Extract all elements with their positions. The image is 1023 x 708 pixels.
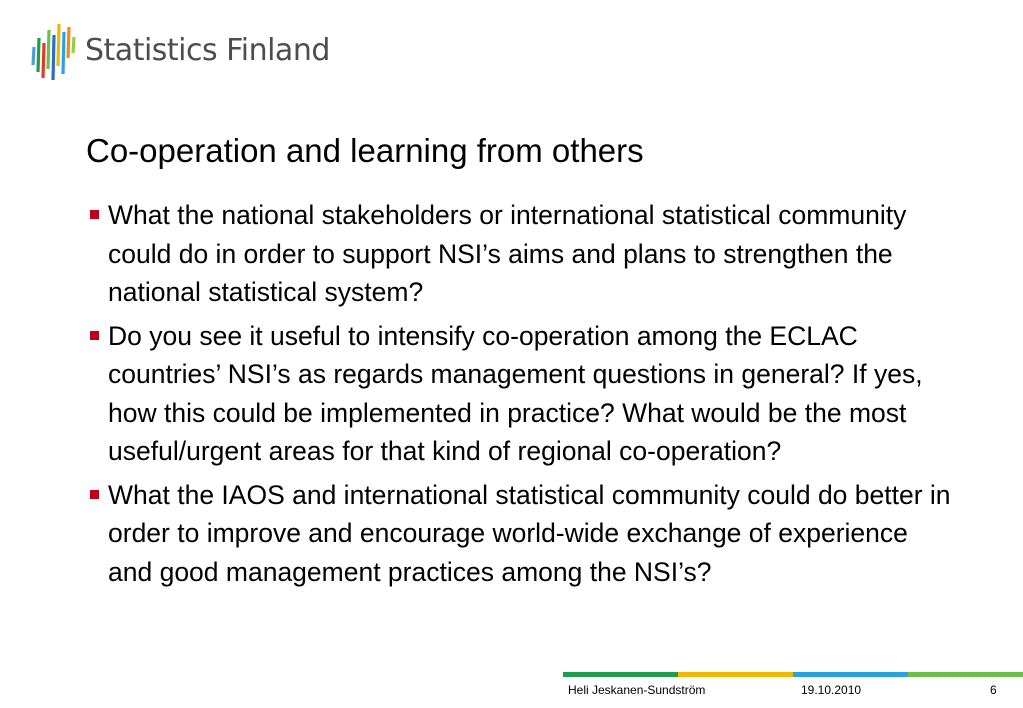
bullet-item <box>84 196 954 312</box>
square-bullet-icon <box>90 490 99 499</box>
bullet-text: What the national stakeholders or international statistical community could do in order to support NSI’s aims and plans to strengthen the national statistical system? <box>108 200 907 307</box>
slide-title: Co-operation and learning from others <box>86 132 644 169</box>
footer-stripe-segment <box>678 672 793 677</box>
footer-author: Heli Jeskanen-Sundström <box>568 683 706 697</box>
footer-stripe-segment <box>563 672 678 677</box>
bullet-item <box>84 317 954 471</box>
footer-page-number: 6 <box>990 683 997 697</box>
footer-color-stripe <box>563 672 1023 677</box>
footer-date: 19.10.2010 <box>801 683 862 697</box>
square-bullet-icon <box>90 210 99 219</box>
bullet-item <box>84 476 954 592</box>
bullet-list <box>84 196 954 596</box>
square-bullet-icon <box>90 331 99 340</box>
statistics-finland-bars-icon <box>30 22 76 82</box>
logo-text: Statistics Finland <box>85 33 330 68</box>
footer-stripe-segment <box>908 672 1023 677</box>
bullet-text: What the IAOS and international statistical community could do better in order to improve and encourage world-wide exchange of experience and good management practices among the NSI’s? <box>108 479 951 587</box>
statistics-finland-logo <box>30 22 330 82</box>
bullet-text: Do you see it useful to intensify co-operation among the ECLAC countries’ NSI’s as regards management questions in general? If yes, how this could be implemented in practice? What would be the most useful/urgent areas for that kind of regional co-operation? <box>108 320 923 466</box>
footer-stripe-segment <box>793 672 908 677</box>
